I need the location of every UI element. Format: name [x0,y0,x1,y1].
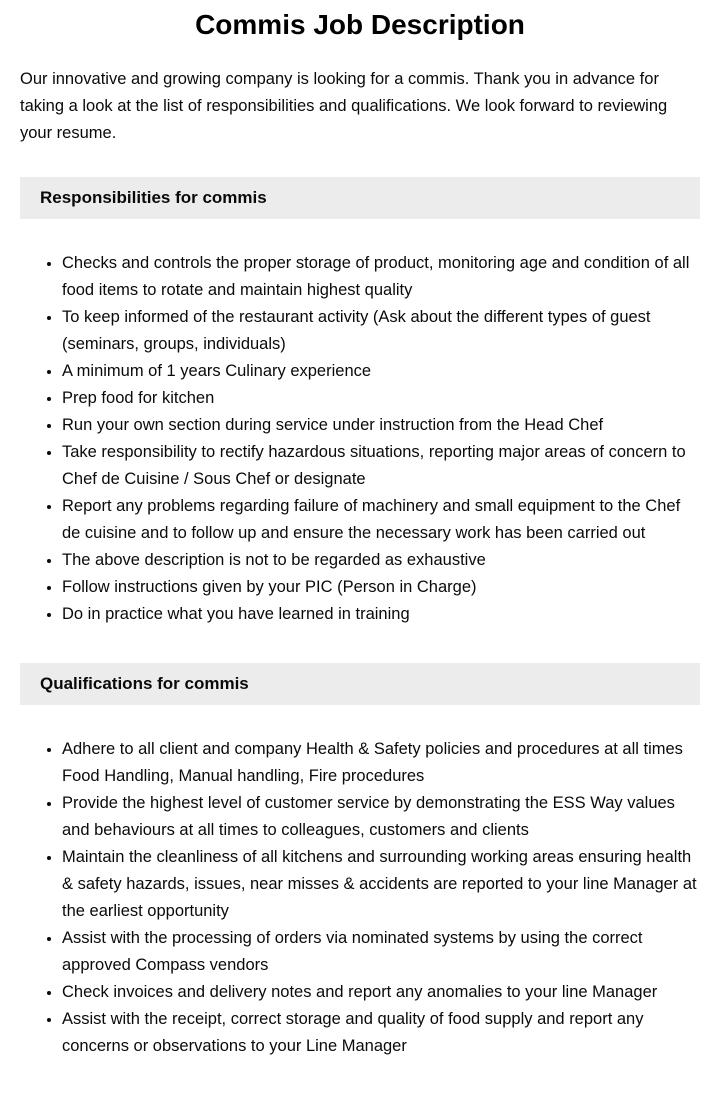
list-item: • Do in practice what you have learned in training [62,601,700,628]
page-title: Commis Job Description [195,9,525,40]
responsibilities-section-heading: Responsibilities for commis [20,177,700,219]
list-item: • A minimum of 1 years Culinary experience [62,358,700,385]
list-item: • Assist with the processing of orders via nominated systems by using the correct approved Compass vendors [62,925,700,979]
list-item: • The above description is not to be regarded as exhaustive [62,547,700,574]
intro-paragraph: Our innovative and growing company is looking for a commis. Thank you in advance for taking a look at the list of responsibilities and qualifications. We look forward to reviewing your resume. [20,69,668,142]
list-item: • Provide the highest level of customer service by demonstrating the ESS Way values and behaviours at all times to colleagues, customers and clients [62,790,700,844]
qualifications-list [20,736,700,1060]
list-item: • Run your own section during service under instruction from the Head Chef [62,412,700,439]
list-item: • Report any problems regarding failure of machinery and small equipment to the Chef de cuisine and to follow up and ensure the necessary work has been carried out [62,493,700,547]
list-item: • Prep food for kitchen [62,385,700,412]
list-item: • To keep informed of the restaurant activity (Ask about the different types of guest (seminars, groups, individuals) [62,304,700,358]
list-item: • Follow instructions given by your PIC (Person in Charge) [62,574,700,601]
list-item: • Adhere to all client and company Health & Safety policies and procedures at all times Food Handling, Manual handling, Fire procedures [62,736,700,790]
list-item: • Checks and controls the proper storage of product, monitoring age and condition of all food items to rotate and maintain highest quality [62,250,700,304]
list-item: • Maintain the cleanliness of all kitchens and surrounding working areas ensuring health & safety hazards, issues, near misses & accidents are reported to your line Manager at the earliest opportunity [62,844,700,925]
responsibilities-list [20,250,700,628]
list-item: • Check invoices and delivery notes and report any anomalies to your line Manager [62,979,700,1006]
list-item: • Take responsibility to rectify hazardous situations, reporting major areas of concern to Chef de Cuisine / Sous Chef or designate [62,439,700,493]
qualifications-section-heading: Qualifications for commis [20,663,700,705]
list-item: • Assist with the receipt, correct storage and quality of food supply and report any concerns or observations to your Line Manager [62,1006,700,1060]
